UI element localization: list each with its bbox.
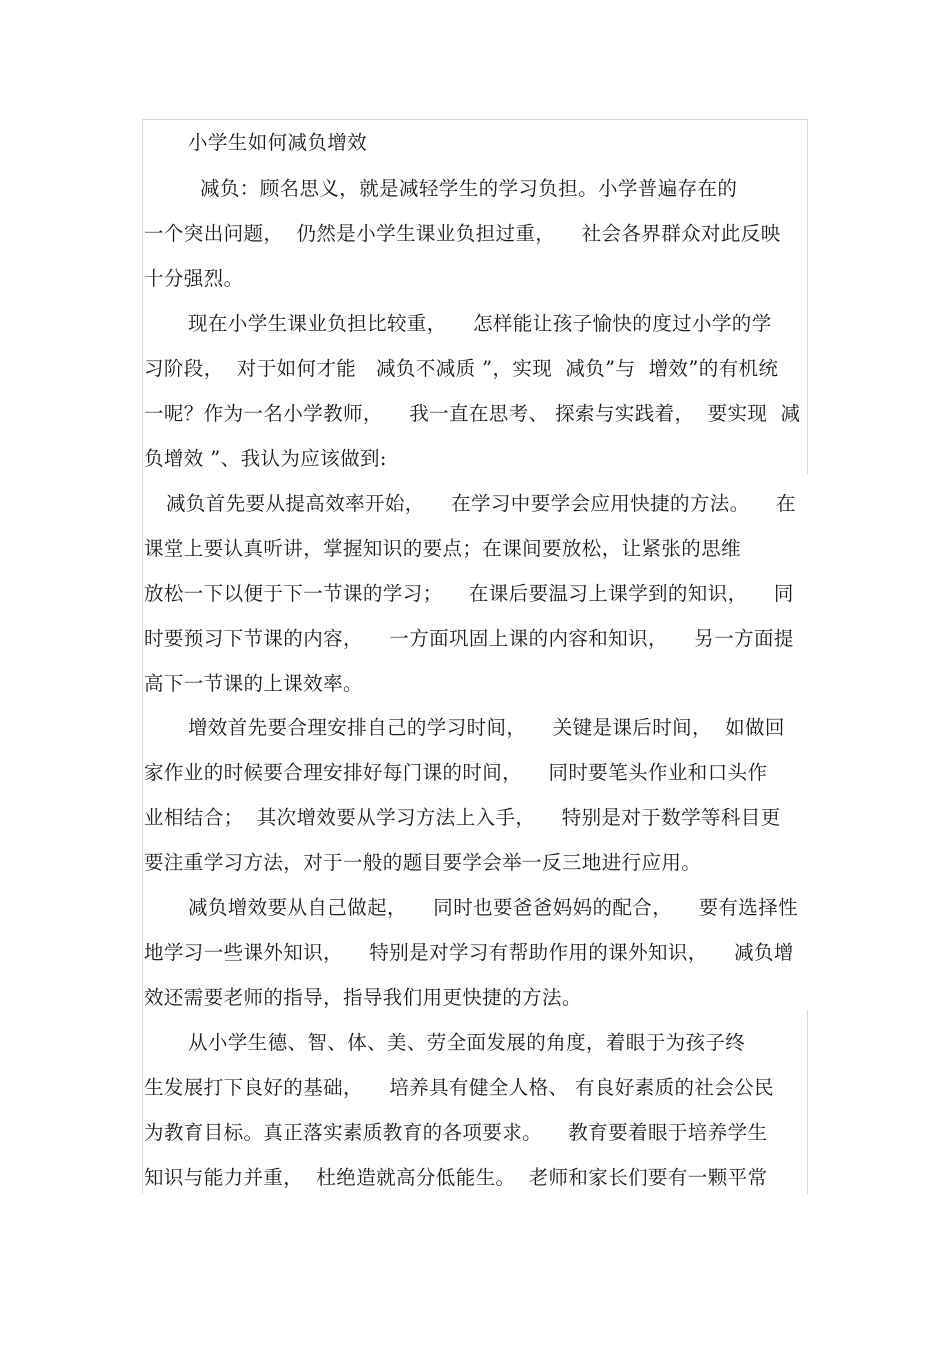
- text-line: 习阶段， 对于如何才能 减负不减质 ”，实现 减负”与 增效”的有机统: [144, 357, 779, 380]
- text-line: 减负首先要从提高效率开始， 在学习中要学会应用快捷的方法。 在: [166, 492, 796, 515]
- text-line: 一个突出问题， 仍然是小学生课业负担过重， 社会各界群众对此反映: [144, 222, 781, 245]
- text-line: 家作业的时候要合理安排好每门课的时间， 同时要笔头作业和口头作: [144, 761, 768, 784]
- text-line: 课堂上要认真听讲，掌握知识的要点；在课间要放松，让紧张的思维: [144, 537, 742, 560]
- text-line: 减负：顾名思义，就是减轻学生的学习负担。小学普遍存在的: [200, 177, 738, 200]
- text-line: 从小学生德、智、体、美、劳全面发展的角度，着眼于为孩子终: [188, 1031, 746, 1054]
- text-line: 减负增效要从自己做起， 同时也要爸爸妈妈的配合， 要有选择性: [188, 896, 798, 919]
- text-line: 为教育目标。真正落实素质教育的各项要求。 教育要着眼于培养学生: [144, 1121, 768, 1144]
- document-title: 小学生如何减负增效: [188, 131, 368, 154]
- frame-border-right: [807, 119, 808, 474]
- text-line: 高下一节课的上课效率。: [144, 672, 363, 695]
- text-line: 十分强烈。: [144, 267, 244, 290]
- text-line: 地学习一些课外知识， 特别是对学习有帮助作用的课外知识， 减负增: [144, 941, 794, 964]
- text-line: 负增效 ”、我认为应该做到:: [144, 447, 387, 470]
- text-line: 效还需要老师的指导，指导我们用更快捷的方法。: [144, 986, 582, 1009]
- frame-border-top: [142, 119, 808, 120]
- text-line: 时要预习下节课的内容， 一方面巩固上课的内容和知识， 另一方面提: [144, 627, 794, 650]
- frame-border-left: [142, 119, 143, 1194]
- text-line: 现在小学生课业负担比较重， 怎样能让孩子愉快的度过小学的学: [188, 312, 772, 335]
- text-line: 业相结合； 其次增效要从学习方法上入手， 特别是对于数学等科目更: [144, 806, 781, 829]
- frame-border-right-lower: [807, 1010, 808, 1194]
- text-line: 知识与能力并重， 杜绝造就高分低能生。 老师和家长们要有一颗平常: [144, 1166, 768, 1189]
- text-line: 放松一下以便于下一节课的学习； 在课后要温习上课学到的知识， 同: [144, 582, 794, 605]
- text-line: 一呢？作为一名小学教师， 我一直在思考、 探索与实践着， 要实现 减: [144, 402, 801, 425]
- text-line: 要注重学习方法，对于一般的题目要学会举一反三地进行应用。: [144, 851, 702, 874]
- text-line: 增效首先要合理安排自己的学习时间， 关键是课后时间， 如做回: [188, 716, 785, 739]
- text-line: 生发展打下良好的基础， 培养具有健全人格、 有良好素质的社会公民: [144, 1076, 774, 1099]
